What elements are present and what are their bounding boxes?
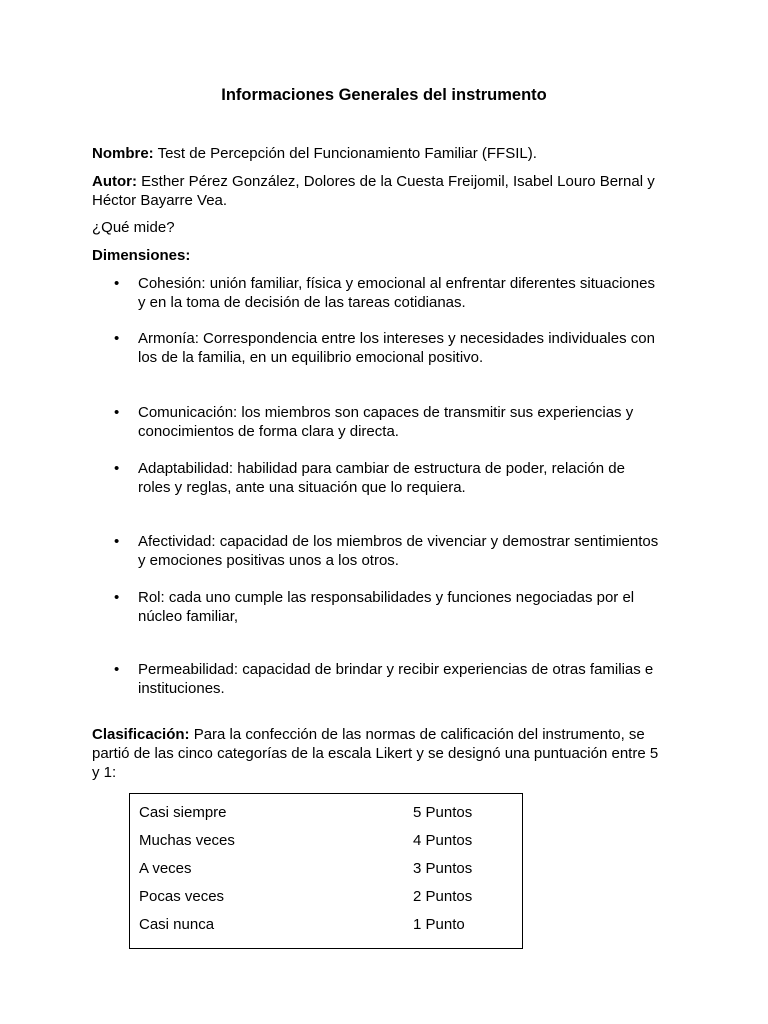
- list-item-text: Permeabilidad: capacidad de brindar y recibir experiencias de otras familias e instituciones.: [138, 661, 654, 697]
- list-item-text: Adaptabilidad: habilidad para cambiar de estructura de poder, relación de roles y reglas, ante una situación que lo requiera.: [138, 460, 625, 496]
- scale-label: Casi siempre: [139, 804, 227, 821]
- bullet-icon: •: [114, 404, 120, 421]
- bullet-icon: •: [114, 275, 120, 292]
- nombre-label: Nombre:: [92, 145, 154, 162]
- list-item-text: Armonía: Correspondencia entre los intereses y necesidades individuales con los de la familia, en un equilibrio emocional positivo.: [138, 330, 655, 366]
- scale-label: Casi nunca: [139, 916, 215, 933]
- scale-points: 4 Puntos: [413, 832, 473, 849]
- bullet-icon: •: [114, 330, 120, 347]
- scale-points: 2 Puntos: [413, 888, 473, 905]
- bullet-icon: •: [114, 661, 120, 678]
- nombre-paragraph: [92, 144, 684, 163]
- scale-points: 1 Punto: [413, 916, 465, 933]
- dimensiones-heading: Dimensiones:: [92, 247, 191, 264]
- clasificacion-paragraph: Clasificación: Para la confección de las normas de calificación del instrumento, se partió de las cinco categorías de la escala Likert y se designó una puntuación entre 5 y 1:: [92, 726, 659, 781]
- list-item-text: Comunicación: los miembros son capaces de transmitir sus experiencias y conocimientos de forma clara y directa.: [138, 404, 634, 440]
- autor-label: Autor:: [92, 173, 137, 190]
- nombre-value: Test de Percepción del Funcionamiento Familiar (FFSIL).: [153, 145, 537, 162]
- autor-line-2: Héctor Bayarre Vea.: [92, 192, 228, 209]
- scale-label: Muchas veces: [139, 832, 235, 849]
- bullet-icon: •: [114, 460, 120, 477]
- autor-paragraph: [92, 172, 684, 210]
- document-title: Informaciones Generales del instrumento: [221, 86, 547, 104]
- list-item-text: Cohesión: unión familiar, física y emocional al enfrentar diferentes situaciones y en la toma de decisión de las tareas cotidianas.: [138, 275, 655, 311]
- scale-points: 3 Puntos: [413, 860, 473, 877]
- bullet-icon: •: [114, 533, 120, 550]
- clasificacion-label: Clasificación:: [92, 726, 190, 743]
- autor-line-1: Esther Pérez González, Dolores de la Cuesta Freijomil, Isabel Louro Bernal y: [137, 173, 655, 190]
- list-item-text: Afectividad: capacidad de los miembros de vivenciar y demostrar sentimientos y emociones positivas unos a los otros.: [138, 533, 659, 569]
- scale-label: Pocas veces: [139, 888, 225, 905]
- list-item-text: Rol: cada uno cumple las responsabilidades y funciones negociadas por el núcleo familiar,: [138, 589, 635, 625]
- likert-scale-table: [129, 793, 523, 949]
- scale-points: 5 Puntos: [413, 804, 473, 821]
- bullet-icon: •: [114, 589, 120, 606]
- scale-label: A veces: [139, 860, 192, 877]
- que-mide-text: ¿Qué mide?: [92, 219, 175, 236]
